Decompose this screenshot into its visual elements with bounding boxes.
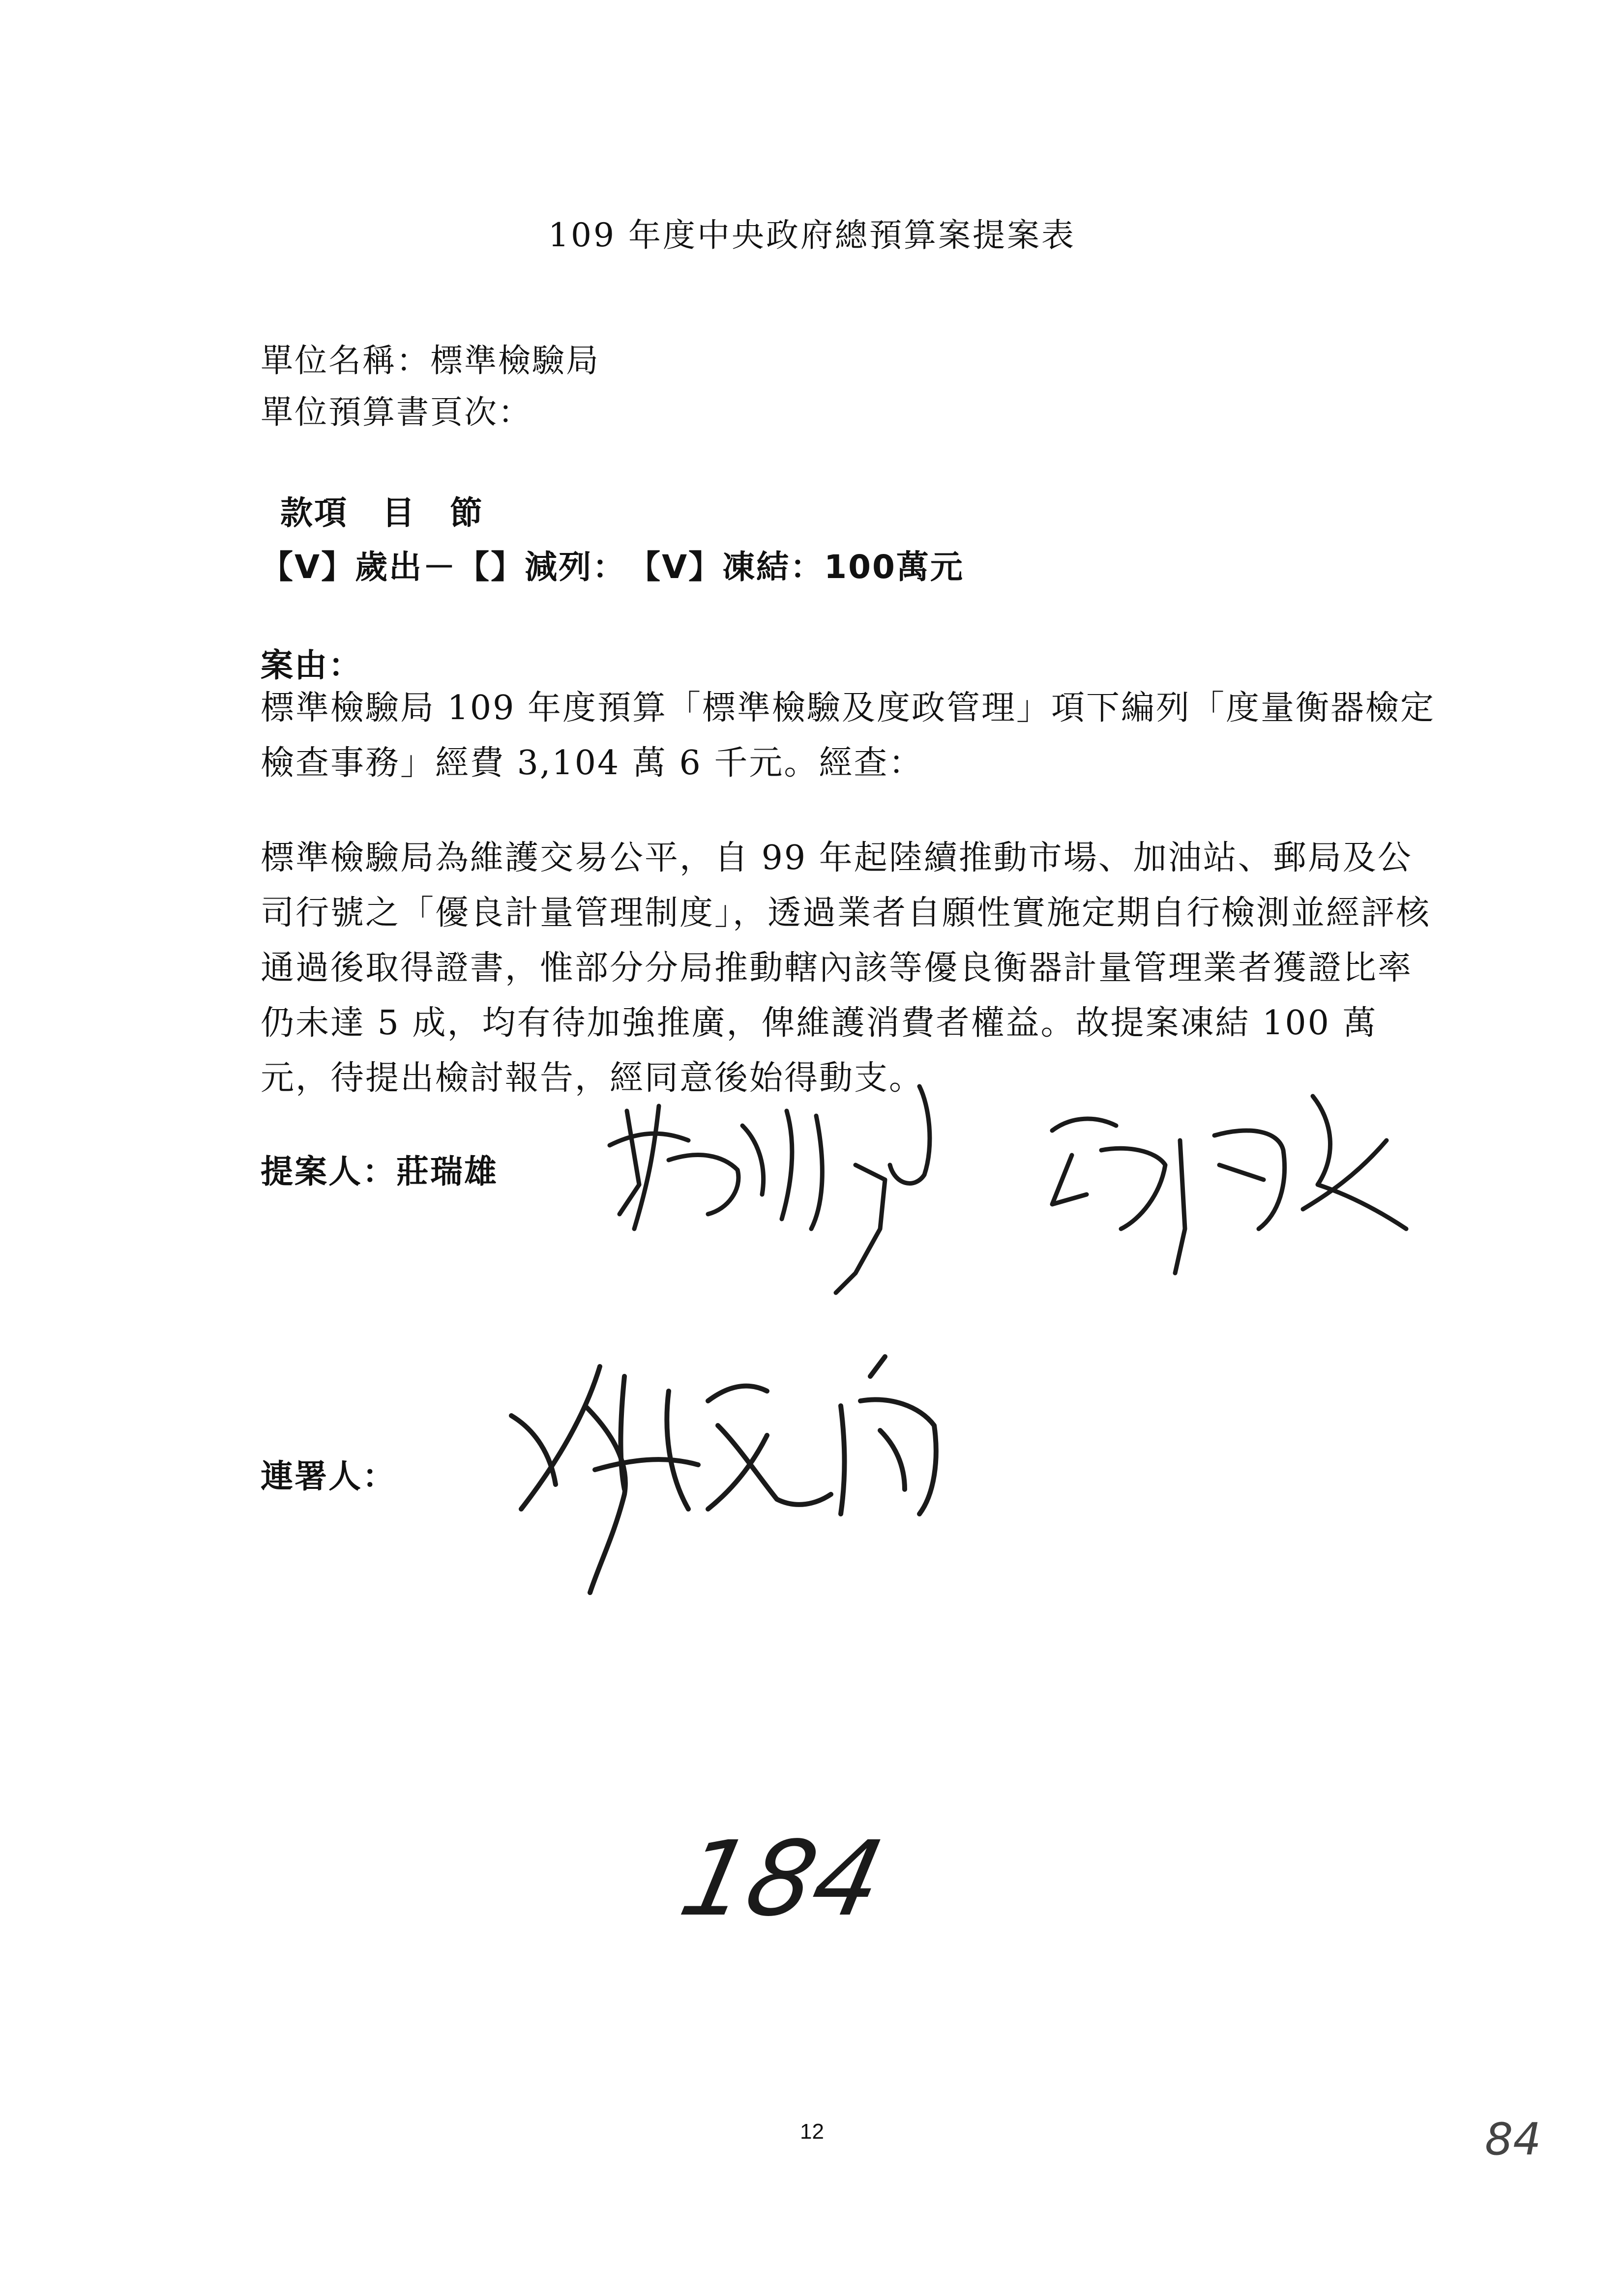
action-line: 【V】歲出－【】減列： 【V】凍結：100萬元	[261, 548, 964, 586]
reason-paragraph-2	[261, 831, 1441, 1106]
reason-label: 案由：	[261, 646, 362, 684]
document-title: 109 年度中央政府總預算案提案表	[548, 216, 1076, 254]
page-number: 12	[800, 2120, 824, 2144]
proposer-label: 提案人：莊瑞雄	[261, 1153, 498, 1191]
reason-text-2: 標準檢驗局為維護交易公平，自 99 年起陸續推動市場、加油站、郵局及公司行號之「優良計量管理制度」，透過業者自願性實施定期自行檢測並經評核通過後取得證書，惟部分分局推動轄內該等優良衡器計量管理業者獲證比率仍未達 5 成，均有待加強推廣，俾維護消費者權益。故提案凍結 100 萬元，待提出檢討報告，經同意後始得動支。	[261, 839, 1431, 1098]
cosigner-label: 連署人：	[261, 1457, 396, 1495]
handwritten-number: 184	[670, 1819, 893, 1939]
reason-text-1: 標準檢驗局 109 年度預算「標準檢驗及度政管理」項下編列「度量衡器檢定檢查事務」經費 3,104 萬 6 千元。經查：	[261, 689, 1436, 783]
cosigner-signature	[502, 1347, 993, 1602]
signature-1	[610, 1086, 930, 1293]
signature-2	[1052, 1096, 1406, 1273]
reason-paragraph-1	[261, 681, 1441, 791]
unit-name: 單位名稱：標準檢驗局	[261, 342, 600, 379]
section-header: 款項 目 節	[280, 494, 484, 532]
budget-page-reference: 單位預算書頁次：	[261, 393, 532, 431]
corner-number: 84	[1485, 2114, 1541, 2165]
